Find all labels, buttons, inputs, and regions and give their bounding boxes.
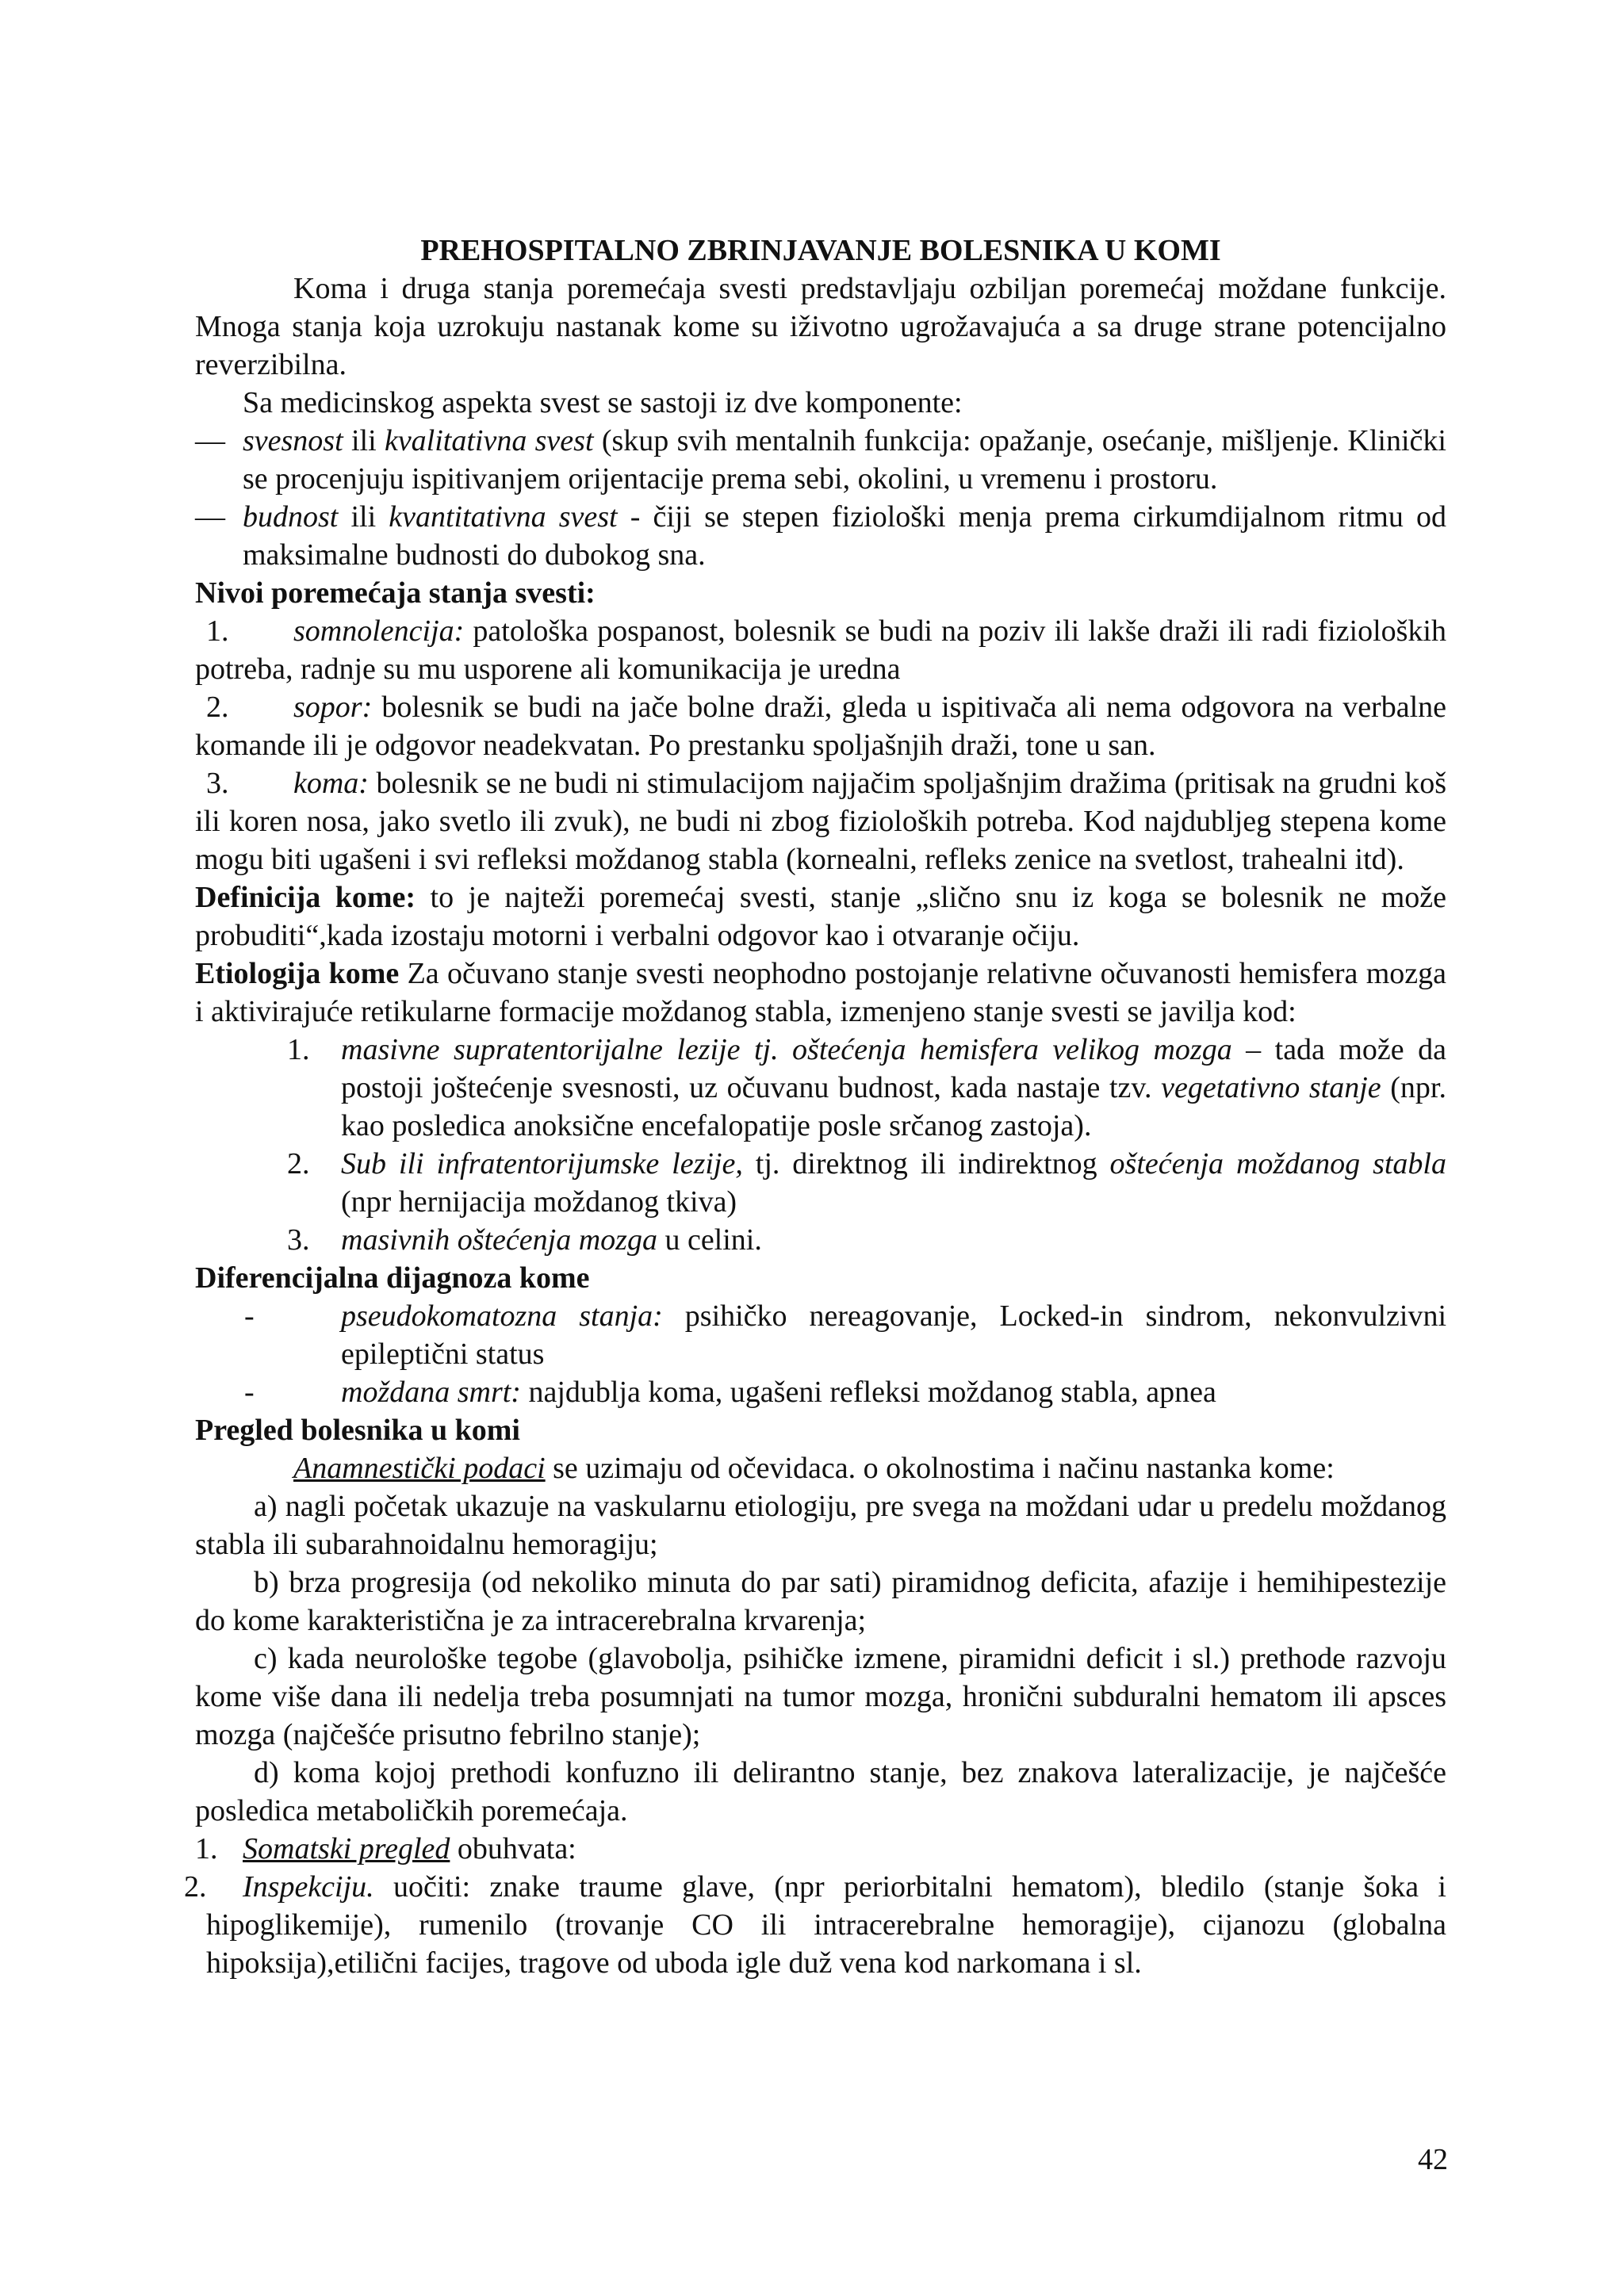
dash-marker: — <box>195 424 225 457</box>
component-term-alt: kvalitativna svest <box>384 424 594 457</box>
aspect-paragraph: Sa medicinskog aspekta svest se sastoji iz dve komponente: <box>243 386 963 419</box>
dash-marker: - <box>244 1376 255 1409</box>
level-number: 2. <box>206 691 229 724</box>
etiology-term: masivne supratentorijalne lezije tj. oštećenja hemisfera velikog mozga <box>341 1033 1232 1066</box>
etiology-item-text-alt: (npr hernijacija moždanog tkiva) <box>341 1185 737 1219</box>
examination-heading: Pregled bolesnika u komi <box>195 1414 520 1447</box>
component-item <box>195 422 1446 498</box>
differential-item <box>243 1373 1446 1411</box>
anamnesis-point: c) kada neurološke tegobe (glavobolja, psihičke izmene, piramidni deficit i sl.) prethode razvoju kome više dana ili nedelja treba posumnjati na tumor mozga, hronični subduralni hematom ili apsces mozga (najčešće prisutno febrilno stanje); <box>195 1642 1446 1751</box>
etiology-item-text: tj. direktnog ili indirektnog <box>742 1147 1110 1181</box>
level-number: 3. <box>206 767 229 800</box>
anamnesis-point: d) koma kojoj prethodi konfuzno ili delirantno stanje, bez znakova lateralizacije, je najčešće posledica metaboličkih poremećaja. <box>195 1756 1446 1827</box>
etiology-item <box>243 1145 1446 1221</box>
level-text: bolesnik se ne budi ni stimulacijom najjačim spoljašnjim dražima (pritisak na grudni koš ili koren nosa, jako svetlo ili zvuk), ne budi ni zbog fizioloških potreba. Kod najdubljeg stepena kome mogu biti ugašeni i svi refleksi moždanog stabla (kornealni, refleks zenice na svetlost, trahealni itd). <box>195 767 1446 876</box>
differential-text: najdublja koma, ugašeni refleksi moždanog stabla, apnea <box>520 1376 1216 1409</box>
differential-term: pseudokomatozna stanja: <box>341 1299 663 1333</box>
component-item <box>195 498 1446 574</box>
etiology-term: Sub ili infratentorijumske lezije, <box>341 1147 743 1181</box>
anamnesis-link: Anamnestički podaci <box>293 1452 546 1485</box>
etiology-paragraph <box>195 955 1446 1031</box>
component-text: - čiji se stepen fiziološki menja prema cirkumdijalnom ritmu od maksimalne budnosti do dubokog sna. <box>243 500 1446 572</box>
inspection-number: 2. <box>184 1870 207 1904</box>
page-title: PREHOSPITALNO ZBRINJAVANJE BOLESNIKA U KOMI <box>420 234 1221 267</box>
level-text: patološka pospanost, bolesnik se budi na poziv ili lakše draži ili radi fizioloških potreba, radnje su mu usporene ali komunikacija je uredna <box>195 614 1446 686</box>
inspection-term: Inspekciju. <box>243 1870 374 1904</box>
somatic-paragraph <box>195 1830 1446 1868</box>
component-term-alt: kvantitativna svest <box>389 500 618 534</box>
level-term: sopor: <box>293 691 373 724</box>
definition-label: Definicija kome: <box>195 881 416 914</box>
etiology-number: 3. <box>287 1223 310 1257</box>
etiology-item <box>243 1031 1446 1145</box>
levels-heading: Nivoi poremećaja stanja svesti: <box>195 576 596 610</box>
level-text: bolesnik se budi na jače bolne draži, gleda u ispitivača ali nema odgovora na verbalne komande ili je odgovor neadekvatan. Po prestanku spoljašnjih draži, tone u san. <box>195 691 1446 762</box>
level-term: somnolencija: <box>293 614 465 648</box>
etiology-term-alt: oštećenja moždanog stabla <box>1109 1147 1446 1181</box>
etiology-item-text-alt: (npr. kao posledica anoksične encefalopatije posle srčanog zastoja). <box>341 1071 1446 1142</box>
component-term: budnost <box>243 500 339 534</box>
level-item <box>195 764 1446 878</box>
component-term: svesnost <box>243 424 343 457</box>
somatic-number: 1. <box>195 1832 218 1866</box>
level-number: 1. <box>206 614 229 648</box>
etiology-label: Etiologija kome <box>195 957 400 990</box>
level-item <box>195 688 1446 764</box>
component-text: (skup svih mentalnih funkcija: opažanje, osećanje, mišljenje. Klinički se procenjuju ispitivanjem orijentacije prema sebi, okolini, u vremenu i prostoru. <box>243 424 1446 496</box>
definition-paragraph <box>195 878 1446 955</box>
component-connector: ili <box>338 500 389 534</box>
etiology-text: Za očuvano stanje svesti neophodno postojanje relativne očuvanosti hemisfera mozga i aktivirajuće retikularne formacije moždanog stabla, izmenjeno stanje svesti se javilja kod: <box>195 957 1446 1028</box>
inspection-paragraph <box>184 1868 1446 1982</box>
intro-paragraph: Koma i druga stanja poremećaja svesti predstavljaju ozbiljan poremećaj moždane funkcije. Mnoga stanja koja uzrokuju nastanak kome su iživotno ugrožavajuća a sa druge strane potencijalno reverzibilna. <box>195 272 1446 381</box>
document-body <box>184 232 1446 1982</box>
differential-text: psihičko nereagovanje, Locked-in sindrom, nekonvulzivni epileptični status <box>341 1299 1446 1371</box>
inspection-text: uočiti: znake traume glave, (npr periorbitalni hematom), bledilo (stanje šoka i hipoglikemije), rumenilo (trovanje CO ili intracerebralne hemoragije), cijanozu (globalna hipoksija),etilični facijes, tragove od uboda igle duž vena kod narkomana i sl. <box>206 1870 1446 1980</box>
anamnesis-text: se uzimaju od očevidaca. o okolnostima i načinu nastanka kome: <box>545 1452 1335 1485</box>
anamnesis-paragraph <box>195 1449 1446 1487</box>
differential-item <box>243 1297 1446 1373</box>
etiology-term: masivnih oštećenja mozga <box>341 1223 657 1257</box>
level-term: koma: <box>293 767 369 800</box>
etiology-item <box>243 1221 1446 1259</box>
component-connector: ili <box>343 424 385 457</box>
dash-marker: — <box>195 500 225 534</box>
anamnesis-point: b) brza progresija (od nekoliko minuta do par sati) piramidnog deficita, afazije i hemihipestezije do kome karakteristična je za intracerebralna krvarenja; <box>195 1566 1446 1637</box>
differential-heading: Diferencijalna dijagnoza kome <box>195 1261 590 1295</box>
level-item <box>195 612 1446 688</box>
etiology-number: 2. <box>287 1147 310 1181</box>
dash-marker: - <box>244 1299 255 1333</box>
definition-text: to je najteži poremećaj svesti, stanje „slično snu iz koga se bolesnik ne može probuditi“,kada izostaju motorni i verbalni odgovor kao i otvaranje očiju. <box>195 881 1446 952</box>
etiology-term-alt: vegetativno stanje <box>1161 1071 1381 1104</box>
page-number: 42 <box>1418 2143 1448 2176</box>
etiology-item-text: – tada može da postoji joštećenje svesnosti, uz očuvanu budnost, kada nastaje tzv. <box>341 1033 1446 1104</box>
etiology-number: 1. <box>287 1033 310 1066</box>
differential-term: moždana smrt: <box>341 1376 521 1409</box>
somatic-text: obuhvata: <box>450 1832 576 1866</box>
etiology-item-text: u celini. <box>657 1223 762 1257</box>
anamnesis-point: a) nagli početak ukazuje na vaskularnu etiologiju, pre svega na moždani udar u predelu moždanog stabla ili subarahnoidalnu hemoragiju; <box>195 1490 1446 1561</box>
somatic-link: Somatski pregled <box>243 1832 450 1866</box>
